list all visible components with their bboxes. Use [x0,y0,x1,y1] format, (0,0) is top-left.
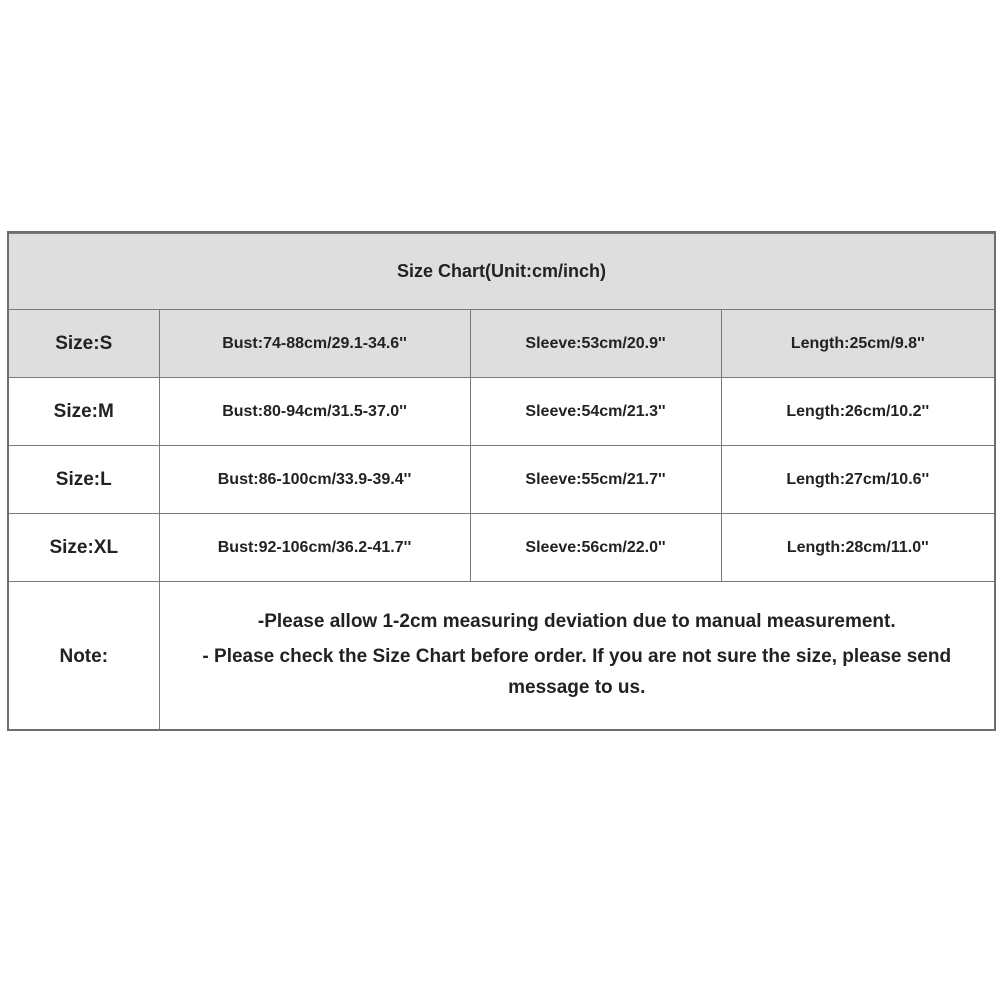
length-value: Length:27cm/10.6'' [721,446,994,514]
size-chart [7,231,996,731]
size-label: Size:XL [9,514,159,582]
bust-value: Bust:92-106cm/36.2-41.7'' [159,514,470,582]
bust-value: Bust:80-94cm/31.5-37.0'' [159,378,470,446]
bust-value: Bust:74-88cm/29.1-34.6'' [159,310,470,378]
bust-value: Bust:86-100cm/33.9-39.4'' [159,446,470,514]
title-row [9,234,994,310]
sleeve-value: Sleeve:54cm/21.3'' [470,378,721,446]
size-label: Size:M [9,378,159,446]
size-chart-table [9,233,994,731]
size-label: Size:S [9,310,159,378]
table-row [9,446,994,514]
note-line: - Please check the Size Chart before order. If you are not sure the size, please send message to us. [202,646,952,698]
length-value: Length:26cm/10.2'' [721,378,994,446]
note-line: -Please allow 1-2cm measuring deviation due to manual measurement. [257,611,896,632]
length-value: Length:25cm/9.8'' [721,310,994,378]
sleeve-value: Sleeve:55cm/21.7'' [470,446,721,514]
note-label: Note: [9,582,159,732]
note-content [159,582,994,732]
sleeve-value: Sleeve:53cm/20.9'' [470,310,721,378]
size-chart-title: Size Chart(Unit:cm/inch) [9,234,994,310]
sleeve-value: Sleeve:56cm/22.0'' [470,514,721,582]
table-row [9,378,994,446]
note-row [9,582,994,732]
size-label: Size:L [9,446,159,514]
table-row [9,514,994,582]
table-row [9,310,994,378]
length-value: Length:28cm/11.0'' [721,514,994,582]
